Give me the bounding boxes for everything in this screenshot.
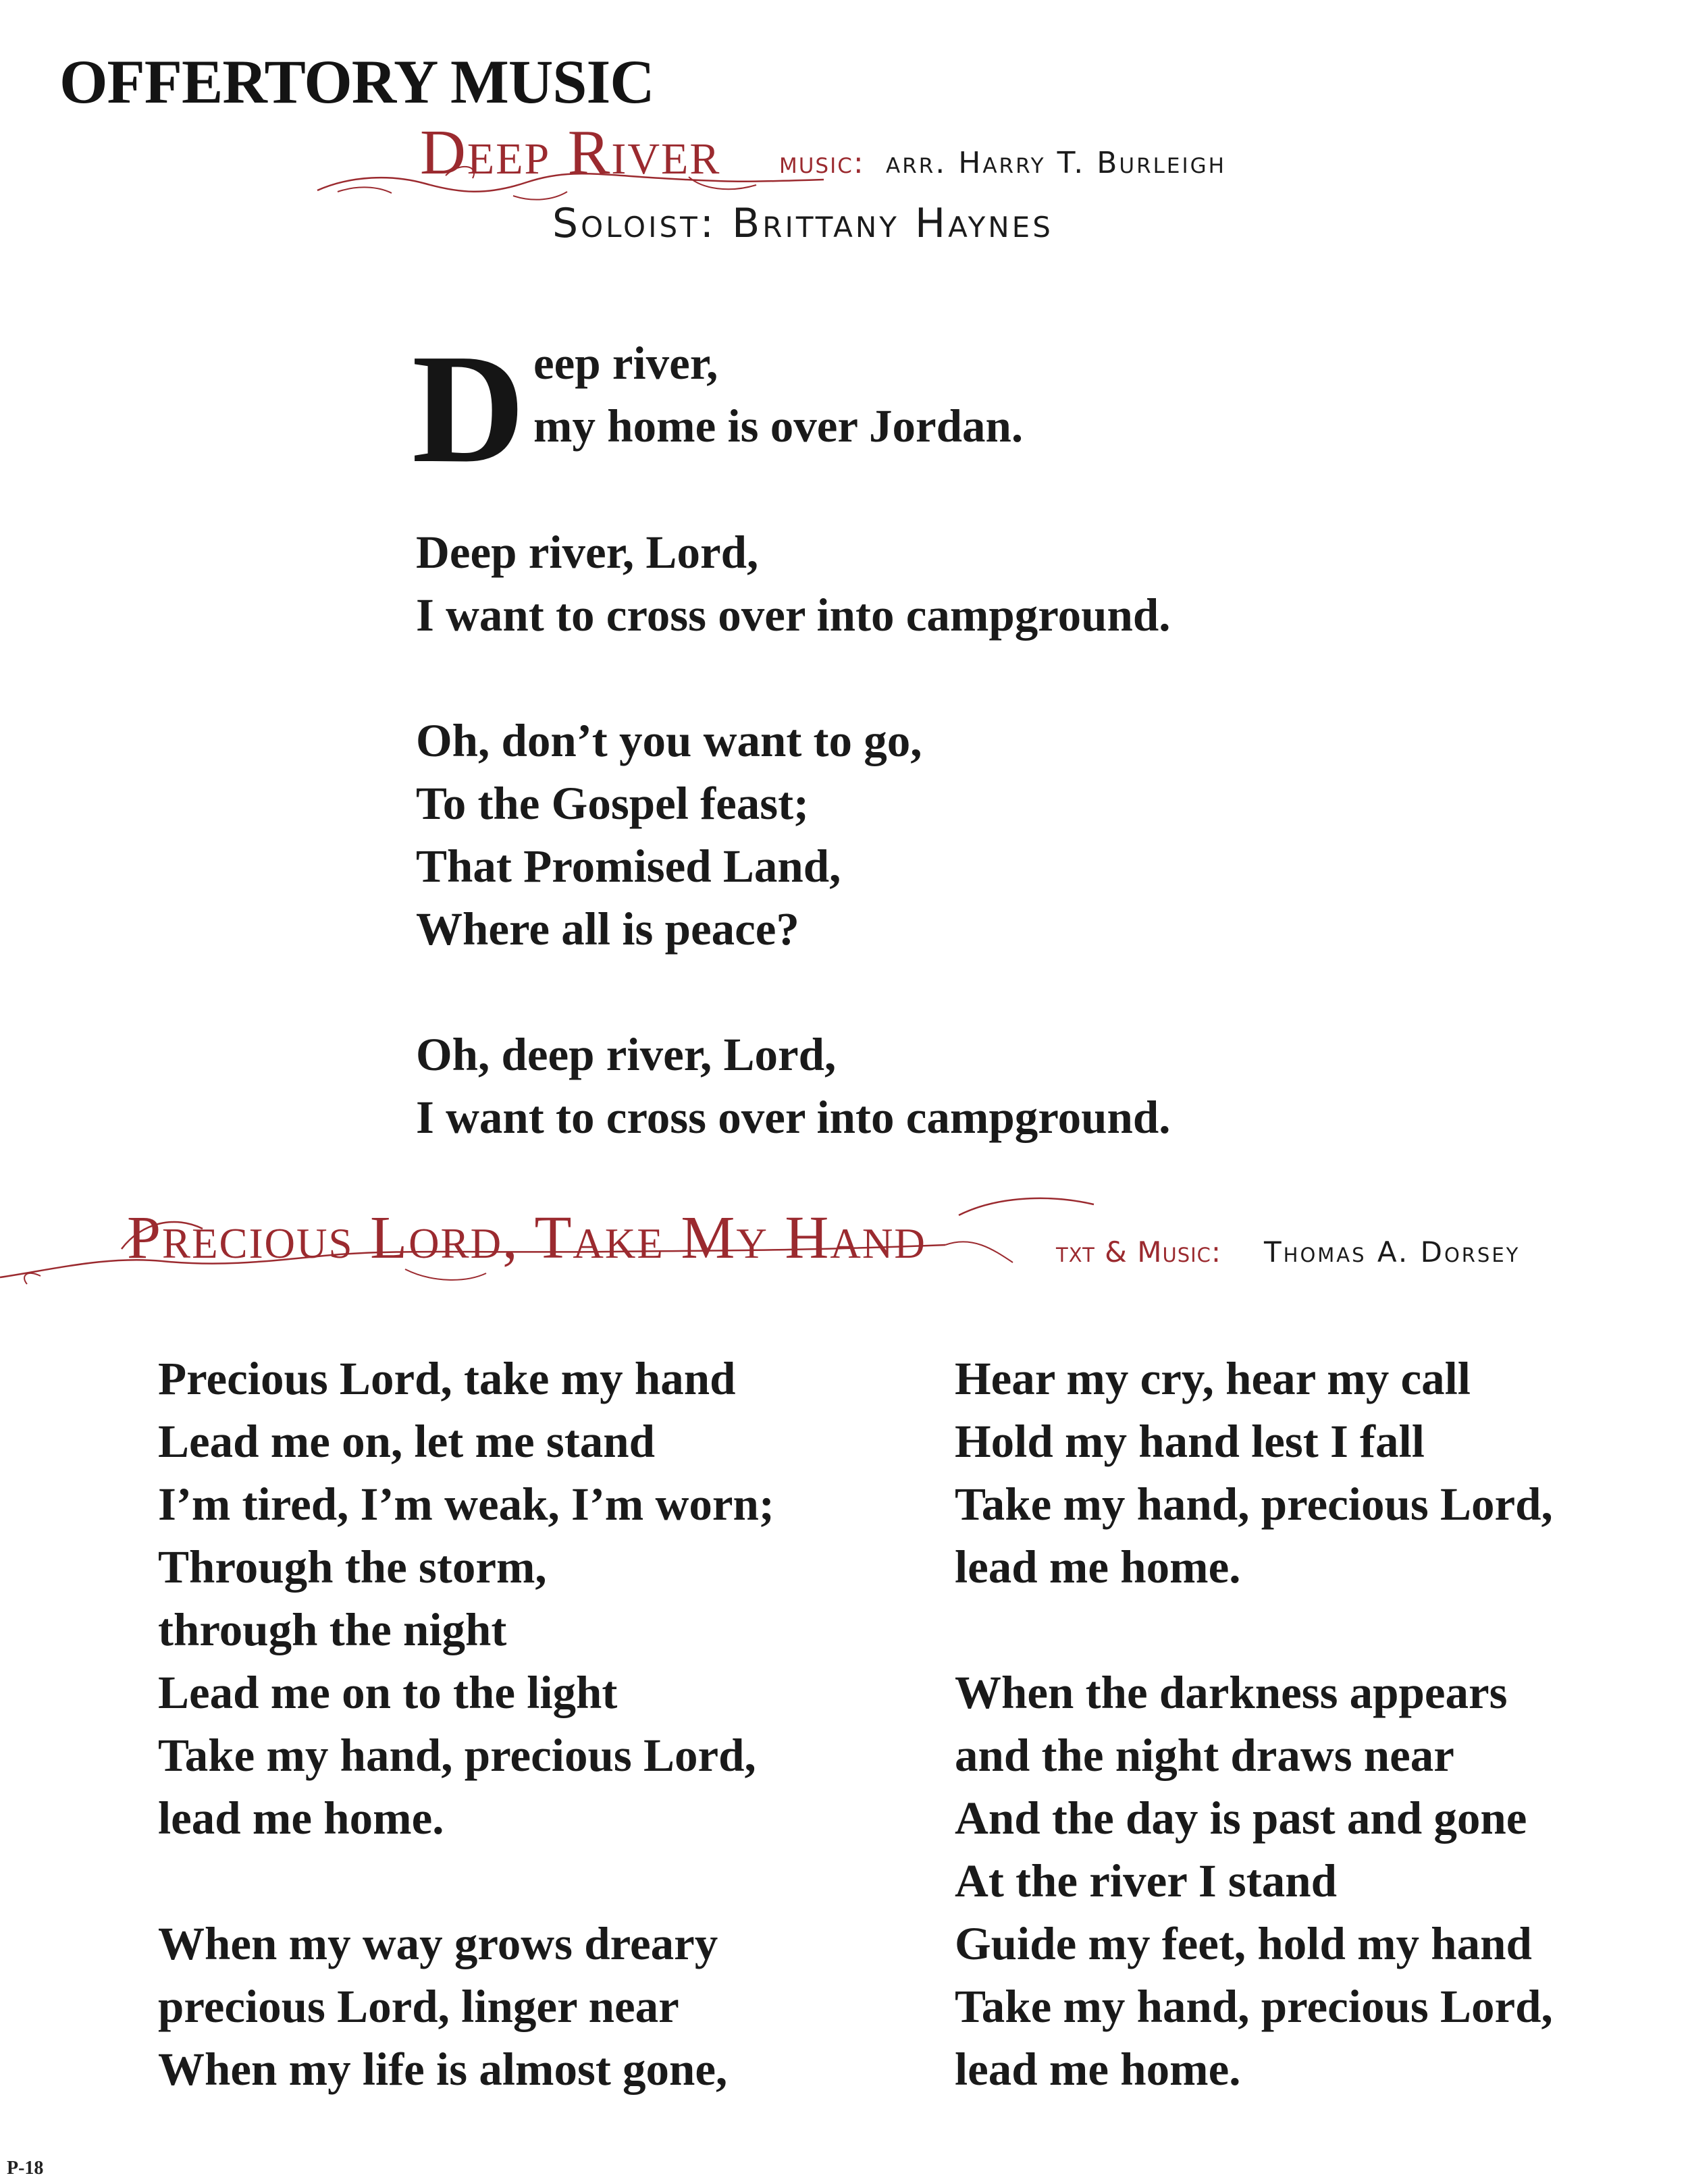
lyric-line: Precious Lord, take my hand <box>158 1353 736 1404</box>
lyric-line: Take my hand, precious Lord, <box>158 1730 756 1781</box>
lyric-line: my home is over Jordan. <box>533 400 1024 452</box>
lyric-line: And the day is past and gone <box>955 1792 1527 1844</box>
stanza <box>158 1348 774 1850</box>
lyric-line: lead me home. <box>158 1792 444 1844</box>
lyric-line: Where all is peace? <box>416 903 799 955</box>
stanza <box>416 521 1170 647</box>
lyric-line: Through the storm, <box>158 1541 547 1593</box>
lyric-line: That Promised Land, <box>416 841 841 892</box>
lyric-line: Hear my cry, hear my call <box>955 1353 1471 1404</box>
lyric-line: lead me home. <box>955 2044 1241 2095</box>
song2-credit-label: txt & Music: <box>1056 1235 1222 1269</box>
song1-stanzas <box>416 521 1170 1149</box>
lyric-line: Lead me on, let me stand <box>158 1416 655 1467</box>
song1-soloist: Soloist: Brittany Haynes <box>552 200 1053 247</box>
lyric-line: eep river, <box>533 338 718 389</box>
lyric-line: I want to cross over into campground. <box>416 1092 1171 1143</box>
drop-cap: D <box>412 322 525 496</box>
lyric-line: lead me home. <box>955 1541 1241 1593</box>
lyric-line: I’m tired, I’m weak, I’m worn; <box>158 1479 774 1530</box>
lyric-line: At the river I stand <box>955 1855 1338 1907</box>
song1-credit-name: arr. Harry T. Burleigh <box>886 146 1226 180</box>
stanza <box>416 710 1170 961</box>
stanza <box>955 1661 1553 2101</box>
page-title: OFFERTORY MUSIC <box>59 47 654 116</box>
lyric-line: Deep river, Lord, <box>416 527 759 578</box>
lyric-line: When my way grows dreary <box>158 1918 718 1969</box>
lyric-line: When my life is almost gone, <box>158 2044 728 2095</box>
song1-title: Deep River <box>420 117 721 188</box>
lyric-line: I want to cross over into campground. <box>416 589 1171 641</box>
song1-credit-label: music: <box>779 146 865 180</box>
song1-dropcap-lines <box>533 332 1023 458</box>
page-number: P-18 <box>7 2158 44 2179</box>
lyric-line: through the night <box>158 1604 507 1655</box>
lyric-line: When the darkness appears <box>955 1667 1508 1718</box>
lyric-line: Lead me on to the light <box>158 1667 618 1718</box>
lyric-line: Oh, deep river, Lord, <box>416 1029 837 1080</box>
stanza <box>158 1913 774 2101</box>
lyric-line: To the Gospel feast; <box>416 778 810 829</box>
stanza <box>955 1348 1553 1599</box>
stanza <box>416 1023 1170 1149</box>
lyric-line: Guide my feet, hold my hand <box>955 1918 1532 1969</box>
song2-credit-name: Thomas A. Dorsey <box>1264 1235 1521 1269</box>
lyric-line: and the night draws near <box>955 1730 1454 1781</box>
lyric-line: Take my hand, precious Lord, <box>955 1479 1553 1530</box>
lyric-line: Oh, don’t you want to go, <box>416 715 922 766</box>
song2-left-column <box>158 1348 774 2101</box>
lyric-line: precious Lord, linger near <box>158 1981 679 2032</box>
lyric-line: Hold my hand lest I fall <box>955 1416 1425 1467</box>
lyric-line: Take my hand, precious Lord, <box>955 1981 1553 2032</box>
song2-right-column <box>955 1348 1553 2101</box>
song2-title: Precious Lord, Take My Hand <box>127 1204 926 1271</box>
